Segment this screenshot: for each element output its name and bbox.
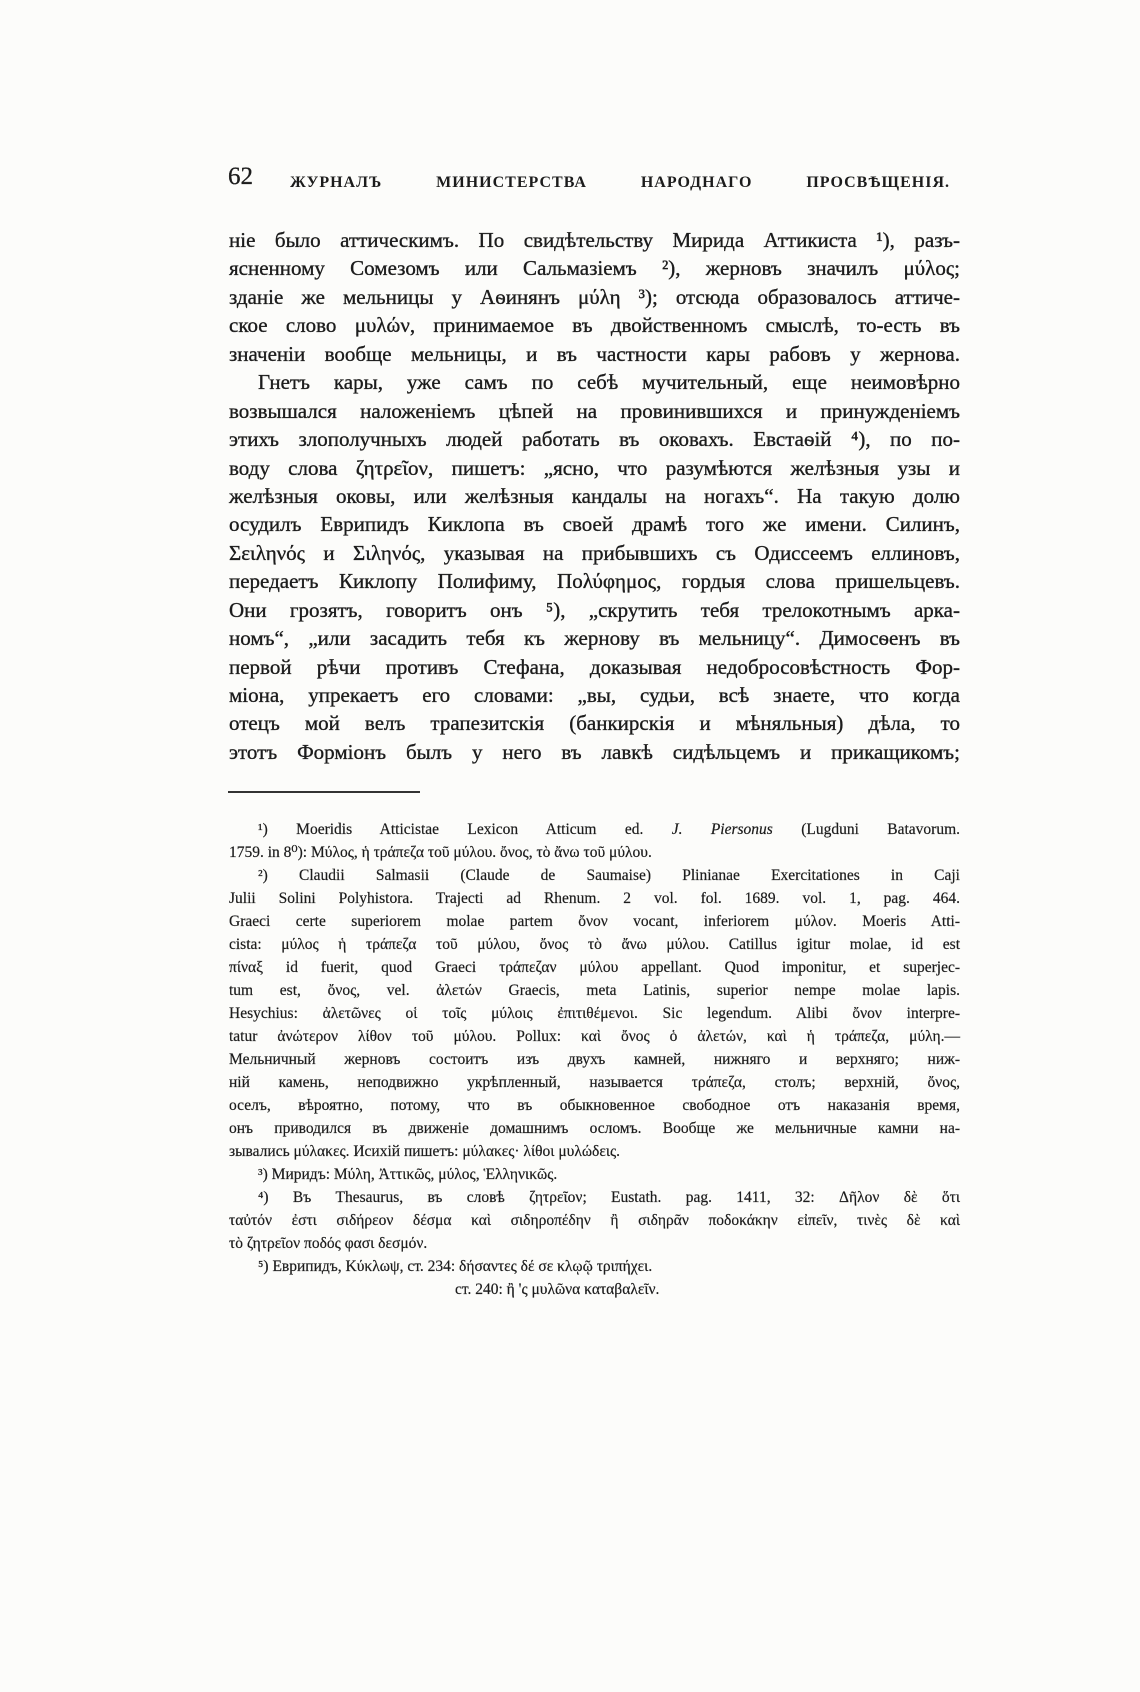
body-line: Гнетъ кары, уже самъ по себѣ мучительный, еще неимовѣрно bbox=[258, 370, 960, 395]
body-line: зданіе же мельницы у Аѳинянъ μύλη ³); отсюда образовалось аттиче- bbox=[229, 284, 960, 309]
page-number: 62 bbox=[228, 163, 253, 190]
running-title: ЖУРНАЛЪ МИНИСТЕРСТВА НАРОДНАГО ПРОСВѢЩЕНІЯ. bbox=[290, 174, 950, 191]
footnote-line: 1759. in 8⁰): Μύλος, ἡ τράπεζα τοῦ μύλου. ὄνος, τὸ ἄνω τοῦ μύλου. bbox=[229, 844, 652, 861]
footnote-line: оселъ, вѣроятно, потому, что въ обыкновенное свободное отъ наказанія время, bbox=[229, 1097, 960, 1114]
body-line: ніе было аттическимъ. По свидѣтельству Мирида Аттикиста ¹), разъ- bbox=[229, 228, 960, 252]
body-line: желѣзныя оковы, или желѣзныя кандалы на ногахъ“. На такую долю bbox=[229, 483, 960, 508]
footnote-separator bbox=[228, 791, 420, 793]
footnote-text: (Lugduni Batavorum. bbox=[772, 821, 960, 838]
footnote-line: ст. 240: ἢ 'ς μυλῶνα καταβαλεῖν. bbox=[455, 1281, 660, 1298]
footnote-line: tatur ἀνώτερον λίθον τοῦ μύλου. Pollux: καὶ ὄνος ὁ ἀλετών, καὶ ἡ τράπεζα, μύλη.— bbox=[229, 1028, 960, 1045]
footnote-line: πίναξ id fuerit, quod Graeci τράπεζαν μύλου appellant. Quod imponitur, et superjec- bbox=[229, 959, 960, 976]
footnote-line bbox=[229, 818, 960, 841]
footnote-line: онъ приводился въ движеніе домашнимъ осломъ. Вообще же мельничные камни на- bbox=[229, 1120, 960, 1137]
footnote-line: Hesychius: ἀλετῶνες οἱ τοῖς μύλοις ἐπιτιθέμενοι. Sic legendum. Alibi ὄνον interpre- bbox=[229, 1005, 960, 1022]
footnote-line: ³) Миридъ: Μύλη, Ἀττικῶς, μύλος, Ἑλληνικῶς. bbox=[258, 1166, 558, 1183]
footnote-text: ¹) Moeridis Atticistae Lexicon Atticum ed. bbox=[258, 821, 672, 838]
body-line: этихъ злополучныхъ людей работать въ оковахъ. Евстаѳій ⁴), по по- bbox=[229, 427, 960, 452]
body-line: осудилъ Еврипидъ Киклопа въ своей драмѣ того же имени. Силинъ, bbox=[229, 512, 960, 537]
body-line: Они грозятъ, говоритъ онъ ⁵), „скрутить тебя трелокотнымъ арка- bbox=[229, 597, 960, 622]
editor-name: J. Piersonus bbox=[671, 821, 773, 838]
body-line: отецъ мой велъ трапезитскія (банкирскія и мѣняльныя) дѣла, то bbox=[229, 711, 960, 736]
body-line: ское слово μυλών, принимаемое въ двойственномъ смыслѣ, то-есть въ bbox=[229, 313, 960, 338]
footnotes bbox=[229, 818, 960, 1301]
body-line: первой рѣчи противъ Стефана, доказывая недобросовѣстность Фор- bbox=[229, 654, 960, 679]
body-line: номъ“, „или засадить тебя къ жернову въ мельницу“. Димосѳенъ въ bbox=[229, 626, 960, 651]
footnote-line: tum est, ὄνος, vel. ἀλετών Graecis, meta Latinis, superior nempe molae lapis. bbox=[229, 982, 960, 999]
footnote-line: Мельничный жерновъ состоитъ изъ двухъ камней, нижняго и верхняго; ниж- bbox=[229, 1051, 960, 1068]
footnote-line: ⁴) Въ Thesaurus, въ словѣ ζητρεῖον; Eustath. pag. 1411, 32: Δῆλον δὲ ὅτι bbox=[258, 1189, 960, 1206]
footnote-line: τὸ ζητρεῖον ποδός φασι δεσμόν. bbox=[229, 1235, 428, 1252]
body-text bbox=[229, 226, 960, 766]
footnote-line: ній камень, неподвижно укрѣпленный, называется τράπεζα, столъ; верхній, ὄνος, bbox=[229, 1074, 960, 1091]
body-line: передаетъ Киклопу Полифиму, Πολύφημος, гордыя слова пришельцевъ. bbox=[229, 569, 960, 594]
body-line: значеніи вообще мельницы, и въ частности кары рабовъ у жернова. bbox=[229, 341, 960, 366]
footnote-line: ⁵) Еврипидъ, Κύκλωψ, ст. 234: δήσαντες δέ σε κλῳῷ τριπήχει. bbox=[258, 1258, 653, 1275]
footnote-line: ταὐτόν ἐστι σιδήρεον δέσμα καὶ σιδηροπέδην ἢ σιδηρᾶν ποδοκάκην εἰπεῖν, τινὲς δὲ καὶ bbox=[229, 1212, 960, 1229]
footnote-line: зывались μύλακες. Исихій пишетъ: μύλακες· λίθοι μυλώδεις. bbox=[229, 1143, 621, 1160]
body-line: ясненному Сомезомъ или Сальмазіемъ ²), жерновъ значилъ μύλος; bbox=[229, 256, 960, 281]
footnote-line: ²) Claudii Salmasii (Claude de Saumaise) Plinianae Exercitationes in Caji bbox=[258, 867, 960, 884]
footnote-line: cista: μύλος ἡ τράπεζα τοῦ μύλου, ὄνος τὸ ἄνω μύλου. Catillus igitur molae, id est bbox=[229, 936, 960, 953]
body-line: воду слова ζητρεῖον, пишетъ: „ясно, что разумѣются желѣзныя узы и bbox=[229, 455, 960, 480]
footnote-line: Graeci certe superiorem molae partem ὄνον vocant, inferiorem μύλον. Moeris Atti- bbox=[229, 913, 960, 930]
body-line: возвышался наложеніемъ цѣпей на провинившихся и принужденіемъ bbox=[229, 398, 960, 423]
body-line: этотъ Форміонъ былъ у него въ лавкѣ сидѣльцемъ и прикащикомъ; bbox=[229, 739, 960, 764]
footnote-line: Julii Solini Polyhistora. Trajecti ad Rhenum. 2 vol. fol. 1689. vol. 1, pag. 464. bbox=[229, 890, 960, 907]
body-line: Σειληνός и Σιληνός, указывая на прибывшихъ съ Одиссеемъ еллиновъ, bbox=[229, 540, 960, 565]
body-line: міона, упрекаетъ его словами: „вы, судьи, всѣ знаете, что когда bbox=[229, 683, 960, 707]
